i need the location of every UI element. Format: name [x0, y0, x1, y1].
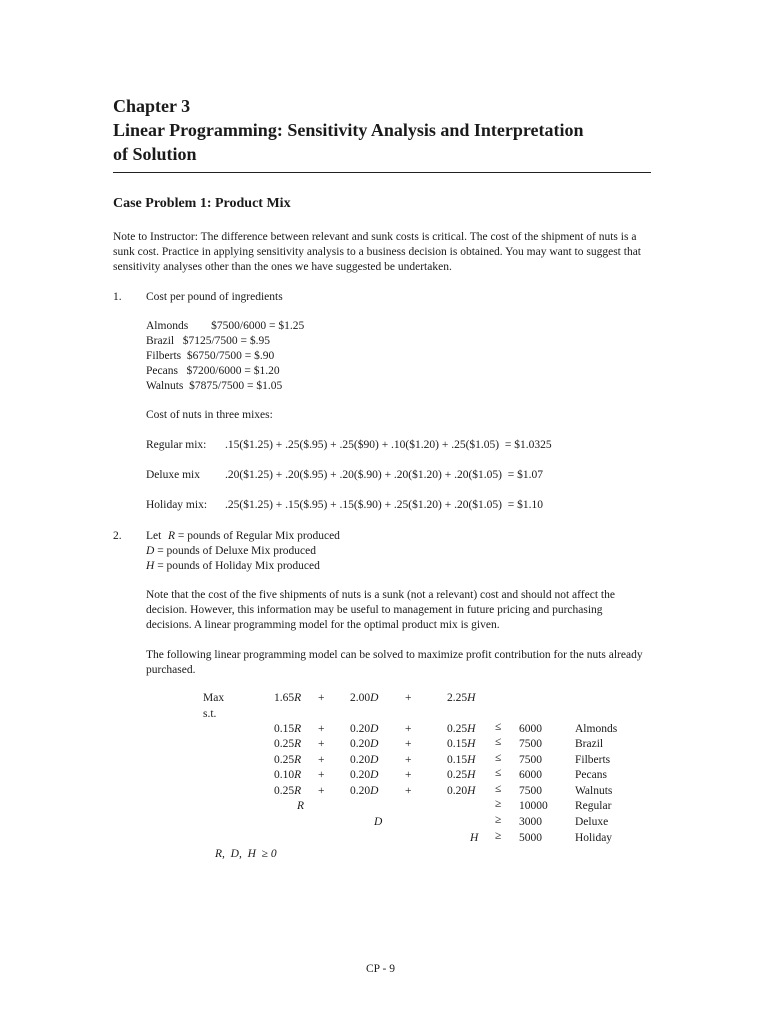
nonnegativity: R, D, H ≥ 0	[215, 848, 277, 860]
model-intro: The following linear programming model can be solved to maximize profit contribution for the nuts already purchased.	[146, 649, 643, 676]
q2-number: 2.	[113, 530, 122, 542]
deluxe-mix-label: Deluxe mix	[146, 469, 200, 481]
chapter-title-line1: Linear Programming: Sensitivity Analysis and Interpretation	[113, 120, 584, 140]
def-r: R = pounds of Regular Mix produced	[168, 530, 340, 542]
instructor-note: Note to Instructor: The difference between relevant and sunk costs is critical. The cost of the shipment of nuts is a sunk cost. Practice in applying sensitivity analysis to a business decision is obtained. You may want to suggest that sensitivity analyses other than the ones we have suggested be undertaken.	[113, 231, 641, 273]
max-label: Max	[203, 692, 225, 704]
regular-mix-label: Regular mix:	[146, 439, 207, 451]
mix-intro: Cost of nuts in three mixes:	[146, 409, 273, 421]
holiday-mix-cost: .25($1.25) + .15($.95) + .15($.90) + .25($1.20) + .20($1.05) = $1.10	[225, 499, 543, 511]
cost-walnuts: Walnuts $7875/7500 = $1.05	[146, 380, 283, 392]
regular-mix-cost: .15($1.25) + .25($.95) + .25($90) + .10($1.20) + .25($1.05) = $1.0325	[225, 439, 552, 451]
q1-intro: Cost per pound of ingredients	[146, 291, 283, 303]
def-h: H = pounds of Holiday Mix produced	[146, 560, 320, 572]
document-page: Chapter 3 Linear Programming: Sensitivity Analysis and Interpretation of Solution Case Problem 1: Product Mix Note to Instructor: The difference between relevant and sunk costs is critical. The cost of the shipment of nuts is a sunk cost. Practice in applying sensitivity analysis to a business decision is obtained. You may want to suggest that sensitivity analyses other than the ones we have suggested be undertaken. 1. Cost per pound of ingredients Almonds $7500/6000 = $1.25 Brazil $7125/7500 = $.95 Filberts $6750/7500 = $.90 Pecans $7200/6000 = $1.20 Walnuts $7875/7500 = $1.05 Cost of nuts in three mixes: Regular mix: .15($1.25) + .25($.95) + .25($90) + .10($1.20) + .25($1.05) = $1.0325 Deluxe mix .20($1.25) + .20($.95) + .20($.90) + .20($1.20) + .20($1.05) = $1.07 Holiday mix: .25($1.25) + .15($.95) + .15($.90) + .25($1.20) + .20($1.05) = $1.10 2. Let R = pounds of Regular Mix produced D = pounds of Deluxe Mix produced H = pounds of Holiday Mix produced Note that the cost of the five shipments of nuts is a sunk (not a relevant) cost and should not affect the decision. However, this information may be useful to management in future pricing and purchasing decisions. A linear programming model for the optimal product mix is given. The following linear programming model can be solved to maximize profit contribution for the nuts already purchased. Max s.t. 1.65R + 2.00D + 2.25H 0.15R + 0.20D + 0.25H ≤ 6000 Almonds 0.25R + 0.20D + 0.15H ≤ 7500 Brazil 0.25R + 0.20D + 0.15H ≤ 7500 Filberts 0.10R + 0.20D + 0.25H ≤ 6000 Pecans 0.25R + 0.20D + 0.20H ≤ 7500 Walnuts R ≥ 10000 Regular D ≥ 3000 Deluxe H ≥ 5000 Holiday R, D, H ≥ 0 CP - 9	[0, 0, 768, 1024]
def-d: D = pounds of Deluxe Mix produced	[146, 545, 317, 557]
deluxe-mix-cost: .20($1.25) + .20($.95) + .20($.90) + .20($1.20) + .20($1.05) = $1.07	[225, 469, 543, 481]
chapter-heading: Chapter 3	[113, 96, 191, 116]
holiday-mix-label: Holiday mix:	[146, 499, 208, 511]
sunk-cost-note: Note that the cost of the five shipments of nuts is a sunk (not a relevant) cost and should not affect the decision. However, this information may be useful to management in future pricing and purchasing decisions. A linear programming model for the optimal product mix is given.	[146, 589, 615, 631]
cost-pecans: Pecans $7200/6000 = $1.20	[146, 365, 280, 377]
let-word: Let	[146, 530, 162, 542]
q1-number: 1.	[113, 291, 122, 303]
page-number: CP - 9	[366, 963, 395, 975]
st-label: s.t.	[203, 708, 217, 720]
chapter-title-line2: of Solution	[113, 144, 197, 164]
title-divider	[113, 172, 651, 173]
cost-brazil: Brazil $7125/7500 = $.95	[146, 335, 271, 347]
cost-filberts: Filberts $6750/7500 = $.90	[146, 350, 275, 362]
case-heading: Case Problem 1: Product Mix	[113, 196, 291, 211]
cost-almonds: Almonds $7500/6000 = $1.25	[146, 320, 305, 332]
